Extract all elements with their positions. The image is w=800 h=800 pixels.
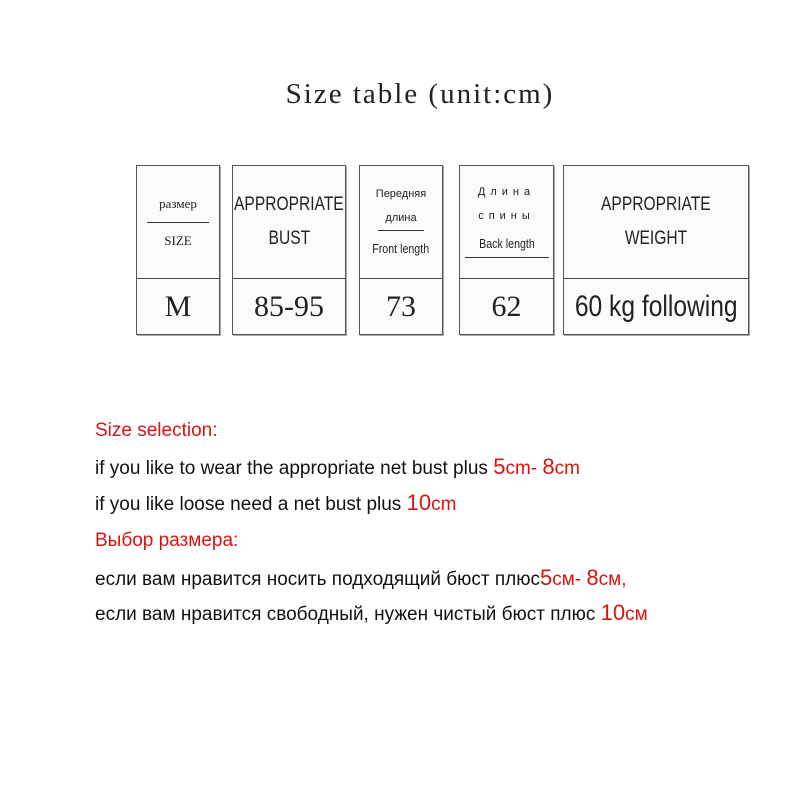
selection-line-2-num: 10	[406, 490, 432, 515]
back-length-value: 62	[491, 290, 522, 323]
back-header-en: Back length	[478, 236, 535, 251]
selection-line-1-num-b: 8	[542, 454, 555, 479]
selection-line-4-num: 10	[600, 600, 626, 625]
bust-value: 85-95	[254, 290, 324, 323]
bust-header-line1: APPROPRIATE	[234, 193, 344, 215]
weight-value	[564, 280, 748, 334]
weight-value-text: 60 kg following	[574, 290, 738, 323]
bust-header-line2: BUST	[268, 228, 310, 249]
selection-line-4-unit: см	[625, 604, 648, 625]
size-value: M	[164, 290, 192, 323]
size-selection-heading-ru: Выбор размера:	[95, 530, 239, 551]
selection-line-1-unit-b: cm	[554, 458, 580, 479]
selection-line-3-text: если вам нравится носить подходящий бюст плюс	[95, 569, 540, 590]
size-header-ru: размер	[159, 195, 197, 211]
back-length-card	[459, 165, 554, 335]
front-length-header	[360, 166, 442, 278]
header-underline	[465, 257, 549, 258]
selection-line-3-unit-a: см-	[552, 569, 587, 590]
front-length-value: 73	[386, 290, 416, 323]
divider	[137, 278, 219, 279]
selection-line-1	[95, 454, 580, 480]
selection-line-3-num-a: 5	[540, 565, 553, 590]
back-length-header	[460, 166, 553, 278]
selection-line-3-num-b: 8	[586, 565, 599, 590]
page-title: Size table (unit:cm)	[285, 78, 555, 110]
weight-card	[563, 165, 749, 335]
size-selection-heading: Size selection:	[95, 420, 218, 441]
front-length-card	[359, 165, 443, 335]
bust-card	[232, 165, 346, 335]
selection-line-3	[95, 565, 627, 591]
weight-header-line1: APPROPRIATE	[601, 193, 711, 215]
selection-line-1-text: if you like to wear the appropriate net bust plus	[95, 458, 494, 479]
selection-line-4	[95, 600, 648, 626]
selection-line-3-unit-b: см,	[598, 569, 627, 590]
header-underline	[378, 230, 424, 231]
header-underline	[147, 222, 209, 223]
selection-line-1-unit-a: cm-	[505, 458, 543, 479]
divider	[564, 278, 748, 279]
front-header-ru-1: Передняя	[375, 188, 427, 200]
divider	[233, 278, 345, 279]
selection-line-2-unit: cm	[431, 494, 457, 515]
selection-line-4-text: если вам нравится свободный, нужен чистый бюст плюс	[95, 604, 601, 625]
size-header-en: SIZE	[164, 232, 192, 248]
selection-line-2-text: if you like loose need a net bust plus	[95, 494, 407, 515]
selection-line-1-num-a: 5	[493, 454, 506, 479]
size-header	[137, 166, 219, 278]
selection-line-2	[95, 490, 456, 516]
back-header-ru-1: Длина	[477, 186, 536, 198]
weight-header	[564, 166, 748, 278]
front-header-ru-2: длина	[385, 212, 417, 224]
weight-header-line2: WEIGHT	[624, 228, 688, 249]
divider	[360, 278, 442, 279]
size-card	[136, 165, 220, 335]
divider	[460, 278, 553, 279]
front-header-en: Front length	[372, 241, 430, 256]
back-header-ru-2: спины	[478, 210, 535, 222]
bust-header	[233, 166, 345, 278]
